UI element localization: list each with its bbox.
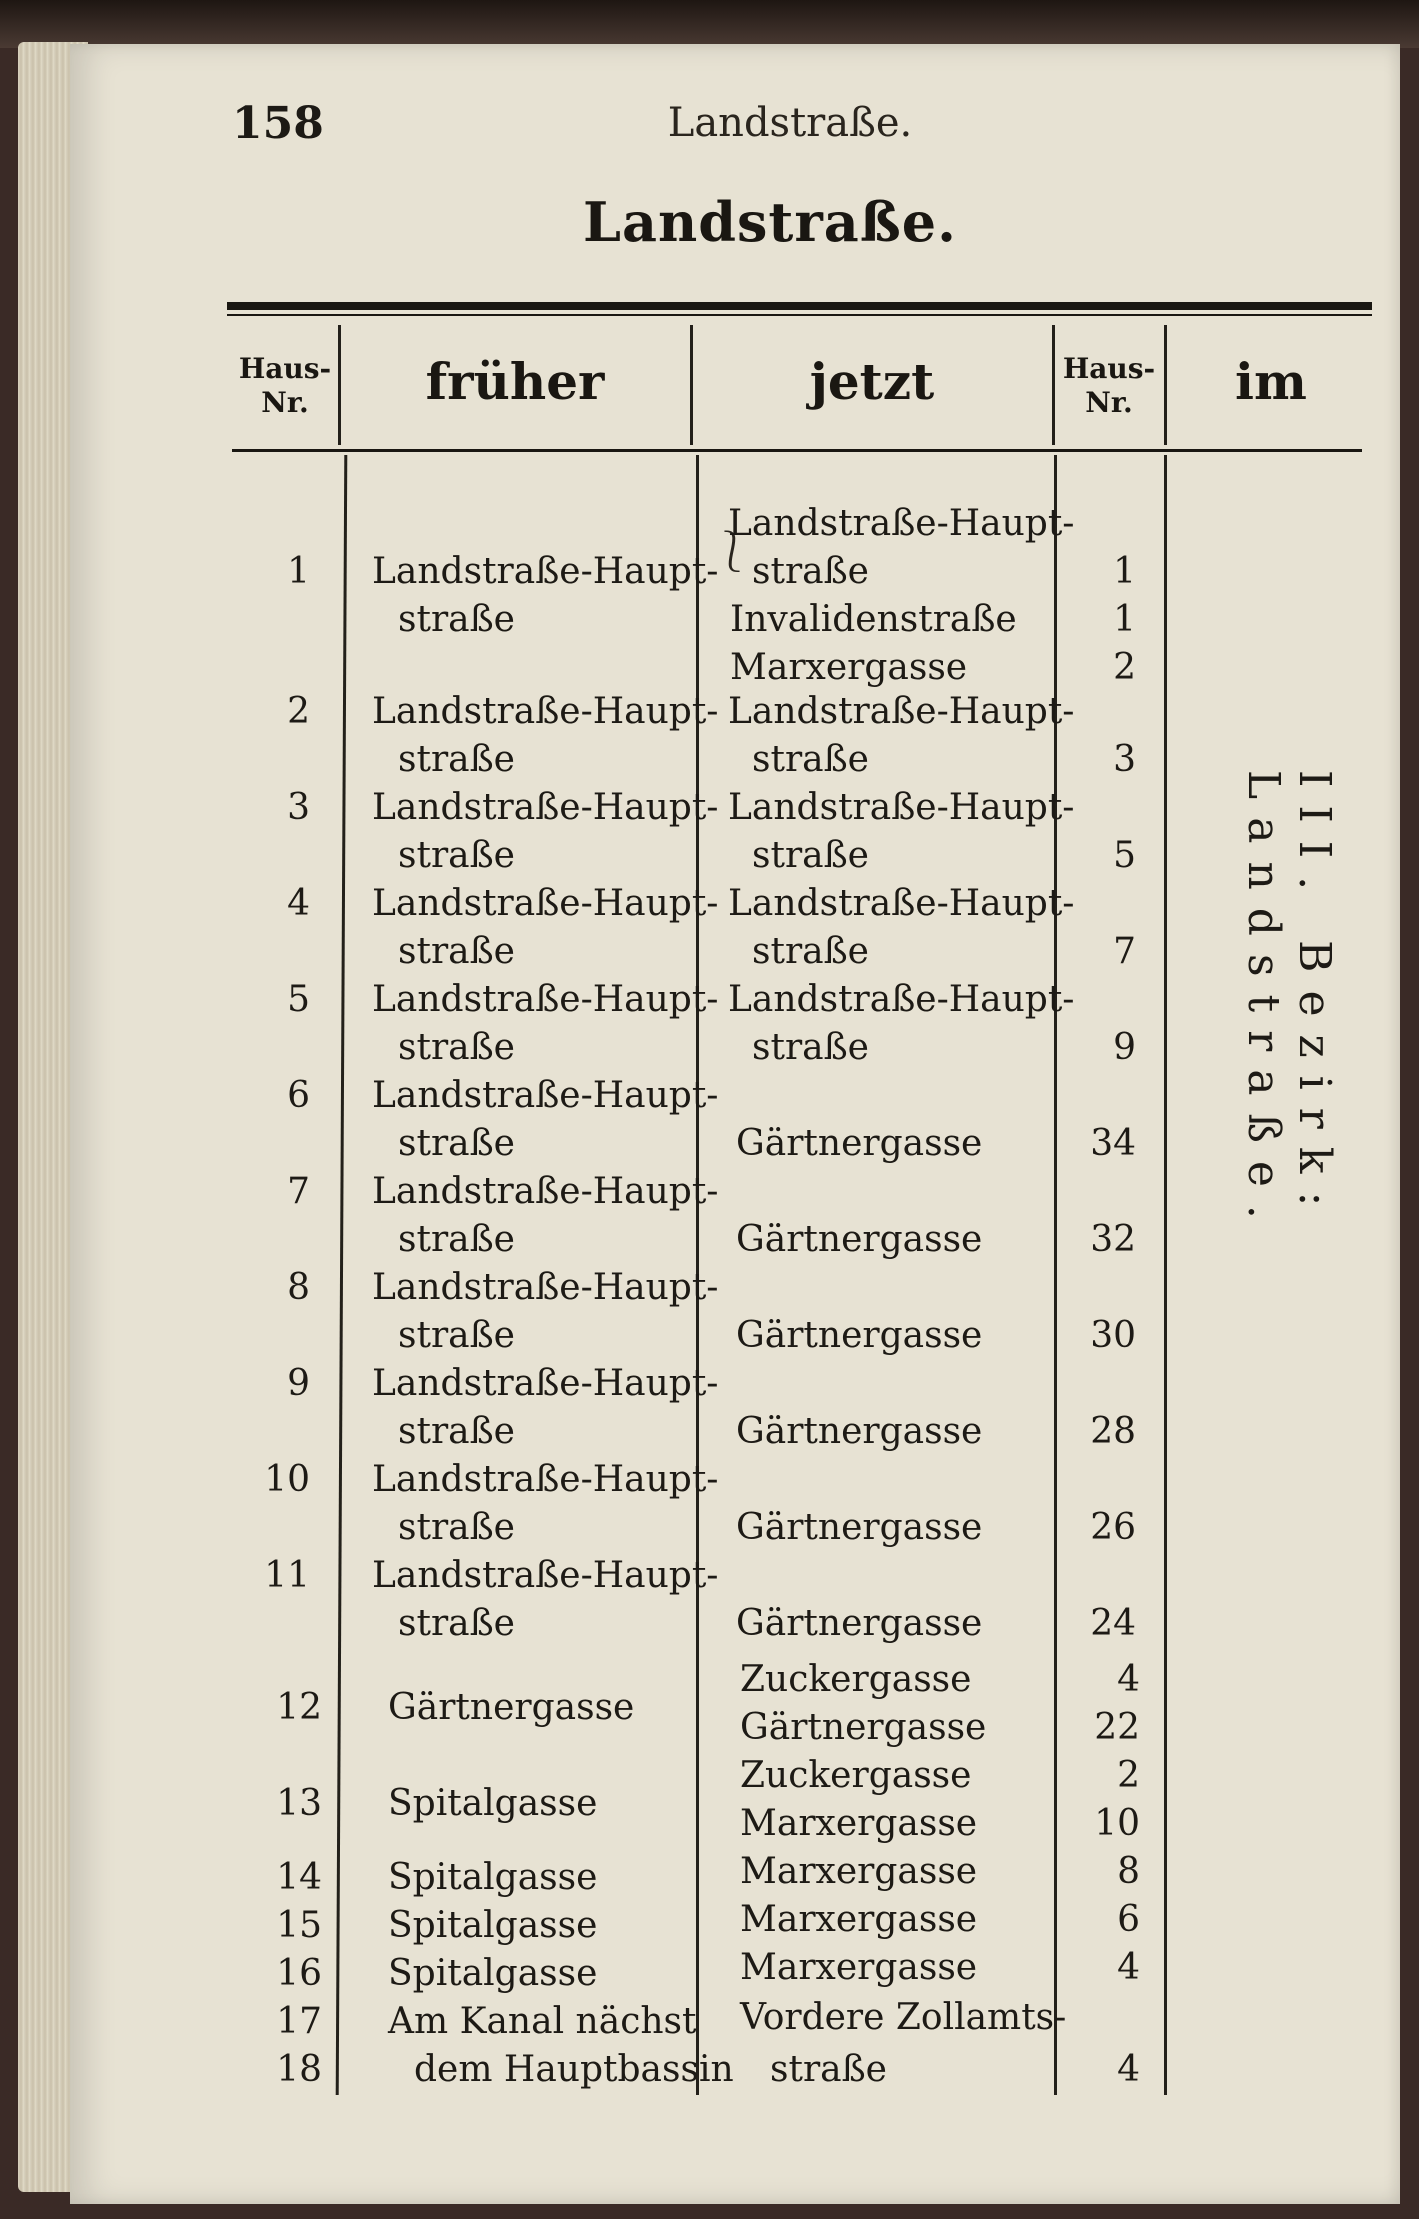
current-street: Zuckergasse [740,1755,972,1796]
new-house-number: 32 [1090,1219,1136,1260]
former-street: Landstraße-Haupt- [372,979,719,1020]
old-house-number: 10 [264,1459,310,1500]
book-binding [0,0,1419,48]
former-street: Gärtnergasse [388,1687,635,1728]
old-house-number: 16 [276,1953,322,1994]
current-street: Gärtnergasse [736,1507,983,1548]
new-house-number: 4 [1117,1947,1140,1988]
new-house-number: 8 [1117,1851,1140,1892]
current-street: Gärtnergasse [736,1411,983,1452]
former-street: Landstraße-Haupt- [372,1267,719,1308]
former-street: Landstraße-Haupt- [372,1459,719,1500]
column-header-rule [232,449,1362,452]
former-street: Landstraße-Haupt- [372,1555,719,1596]
column-header-jetzt: jetzt [809,352,935,411]
old-house-number: 18 [276,2049,322,2090]
former-street: straße [398,931,515,972]
former-street: straße [398,1123,515,1164]
former-street: Landstraße-Haupt- [372,691,719,732]
former-street: straße [398,739,515,780]
new-house-number: 28 [1090,1411,1136,1452]
body-separator-4 [1164,455,1167,2095]
district-side-text: III. Bezirk: Landstraße. [1238,770,1340,1237]
former-street: straße [398,1603,515,1644]
former-street: Landstraße-Haupt- [372,883,719,924]
old-house-number: 11 [264,1555,310,1596]
header-separator-1 [338,325,341,445]
former-street: Am Kanal nächst [388,2001,697,2042]
current-street: Marxergasse [740,1947,978,1988]
former-street: Spitalgasse [388,1953,598,1994]
former-street: straße [398,835,515,876]
current-street: straße [752,1027,869,1068]
current-street: Marxergasse [740,1851,978,1892]
current-street: Marxergasse [740,1803,978,1844]
current-street: Vordere Zollamts- [740,1997,1067,2038]
current-street: Gärtnergasse [740,1707,987,1748]
column-header-frueher: früher [425,352,605,411]
former-street: Landstraße-Haupt- [372,1363,719,1404]
new-house-number: 1 [1113,599,1136,640]
old-house-number: 3 [287,787,310,828]
former-street: Landstraße-Haupt- [372,1075,719,1116]
brace: ⎱ [712,529,752,575]
page-number: 158 [232,98,324,149]
new-house-number: 3 [1113,739,1136,780]
old-house-number: 9 [287,1363,310,1404]
current-street: Landstraße-Haupt- [728,691,1075,732]
current-street: Invalidenstraße [730,599,1017,640]
current-street: straße [752,551,869,592]
old-house-number: 1 [287,551,310,592]
new-house-number: 9 [1113,1027,1136,1068]
former-street: Landstraße-Haupt- [372,787,719,828]
current-street: Landstraße-Haupt- [728,979,1075,1020]
column-header-haus-nr-left [232,352,338,420]
header-separator-3 [1052,325,1055,445]
former-street: dem Hauptbassin [414,2049,734,2090]
current-street: Gärtnergasse [736,1315,983,1356]
former-street: Landstraße-Haupt- [372,551,719,592]
current-street: Gärtnergasse [736,1603,983,1644]
section-title: Landstraße. [583,190,957,254]
current-street: Marxergasse [740,1899,978,1940]
former-street: Spitalgasse [388,1905,598,1946]
former-street: straße [398,1219,515,1260]
current-street: straße [770,2049,887,2090]
new-house-number: 2 [1113,647,1136,688]
header-rule-thick [227,302,1372,310]
current-street: Landstraße-Haupt- [728,883,1075,924]
new-house-number: 4 [1117,2049,1140,2090]
old-house-number: 2 [287,691,310,732]
new-house-number: 24 [1090,1603,1136,1644]
former-street: Spitalgasse [388,1857,598,1898]
old-house-number: 15 [276,1905,322,1946]
former-street: straße [398,1507,515,1548]
former-street: straße [398,1411,515,1452]
current-street: Landstraße-Haupt- [728,787,1075,828]
new-house-number: 30 [1090,1315,1136,1356]
current-street: straße [752,931,869,972]
old-house-number: 13 [276,1783,322,1824]
new-house-number: 34 [1090,1123,1136,1164]
former-street: Spitalgasse [388,1783,598,1824]
header-rule-thin [227,314,1372,316]
current-street: Gärtnergasse [736,1123,983,1164]
old-house-number: 14 [276,1857,322,1898]
old-house-number: 7 [287,1171,310,1212]
current-street: Gärtnergasse [736,1219,983,1260]
former-street: straße [398,599,515,640]
new-house-number: 26 [1090,1507,1136,1548]
old-house-number: 12 [276,1687,322,1728]
new-house-number: 7 [1113,931,1136,972]
current-street: Landstraße-Haupt- [728,503,1075,544]
old-house-number: 6 [287,1075,310,1116]
current-street: straße [752,835,869,876]
new-house-number: 22 [1094,1707,1140,1748]
old-house-number: 8 [287,1267,310,1308]
header-separator-2 [690,325,693,445]
new-house-number: 2 [1117,1755,1140,1796]
new-house-number: 6 [1117,1899,1140,1940]
former-street: straße [398,1315,515,1356]
old-house-number: 17 [276,2001,322,2042]
column-header-im: im [1235,352,1307,411]
column-header-haus-nr-right [1054,352,1164,420]
new-house-number: 10 [1094,1803,1140,1844]
column-header-haus-nr-right-text: Haus- Nr. [1062,352,1156,419]
new-house-number: 5 [1113,835,1136,876]
current-street: Zuckergasse [740,1659,972,1700]
former-street: Landstraße-Haupt- [372,1171,719,1212]
new-house-number: 4 [1117,1659,1140,1700]
column-header-haus-nr-left-text: Haus- Nr. [238,352,332,419]
former-street: straße [398,1027,515,1068]
old-house-number: 5 [287,979,310,1020]
current-street: straße [752,739,869,780]
running-head: Landstraße. [667,100,913,146]
old-house-number: 4 [287,883,310,924]
header-separator-4 [1164,325,1167,445]
current-street: Marxergasse [730,647,968,688]
new-house-number: 1 [1113,551,1136,592]
